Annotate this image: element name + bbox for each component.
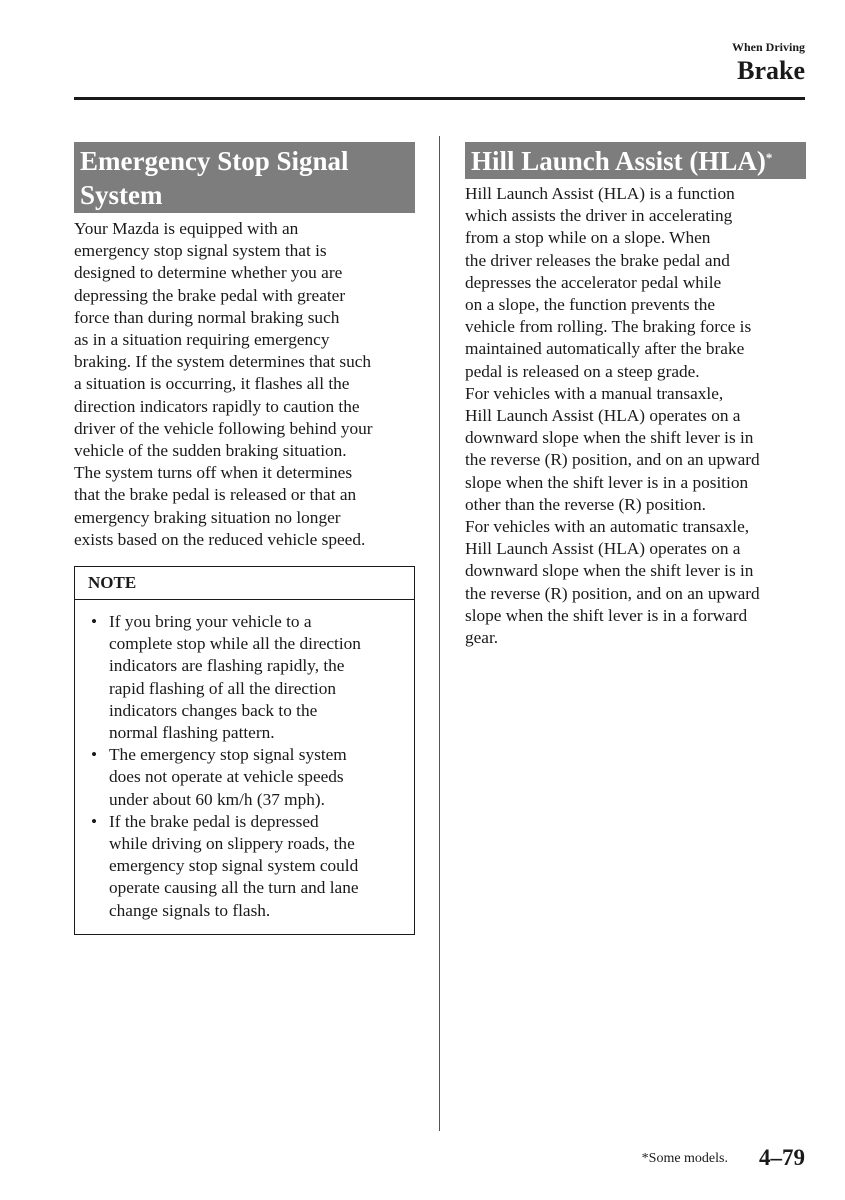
note-item-text: The emergency stop signal system does not operate at vehicle speeds under about 60 km/h (37 mph).	[109, 745, 347, 809]
page-number: 4–79	[759, 1145, 805, 1170]
some-models-mark: *	[765, 150, 773, 165]
note-item	[88, 811, 404, 922]
footer-note: *Some models.	[641, 1151, 728, 1166]
note-box	[74, 566, 415, 935]
emergency-stop-signal-heading-text: Emergency Stop Signal System	[80, 146, 349, 210]
note-item	[88, 611, 404, 744]
header-rule	[74, 97, 805, 100]
note-item	[88, 744, 404, 811]
header-section-label: When Driving	[731, 40, 805, 54]
bullet-icon: •	[91, 612, 98, 632]
column-divider	[439, 136, 440, 1131]
note-item-text: If the brake pedal is depressed while driving on slippery roads, the emergency stop signal system could operate causing all the turn and lane change signals to flash.	[109, 811, 359, 920]
bullet-icon: •	[91, 745, 98, 765]
emergency-stop-signal-body: Your Mazda is equipped with an emergency stop signal system that is designed to determine whether you are depressing the brake pedal with greater force than during normal braking such as in a situation requiring emergency braking. If the system determines that such a situation is occurring, it flashes all the direction indicators rapidly to caution the driver of the vehicle following behind your vehicle of the sudden braking situation. The system turns off when it determines that the brake pedal is released or that an emergency braking situation no longer exists based on the reduced vehicle speed.	[74, 219, 373, 549]
note-item-text: If you bring your vehicle to a complete stop while all the direction indicators are flashing rapidly, the rapid flashing of all the direction indicators changes back to the normal flashing pattern.	[109, 612, 361, 743]
right-column	[465, 142, 806, 649]
note-title: NOTE	[75, 567, 414, 600]
hill-launch-assist-heading	[465, 142, 806, 179]
emergency-stop-signal-heading	[74, 142, 415, 213]
bullet-icon: •	[91, 811, 98, 831]
note-list	[75, 600, 414, 934]
hla-paragraph: Hill Launch Assist (HLA) is a function which assists the driver in accelerating from a stop while on a slope. When the driver releases the brake pedal and depresses the accelerator pedal while on a slope, the function prevents the vehicle from rolling. The braking force is maintained automatically after the brake pedal is released on a steep grade.	[465, 184, 752, 381]
hill-launch-assist-heading-text: Hill Launch Assist (HLA)	[471, 146, 766, 176]
left-column	[74, 142, 415, 935]
page-title: Brake	[737, 56, 805, 85]
hla-paragraph: For vehicles with an automatic transaxle, Hill Launch Assist (HLA) operates on a downward slope when the shift lever is in the reverse (R) position, and on an upward slope when the shift lever is in a forward gear.	[465, 517, 760, 648]
hla-paragraph: For vehicles with a manual transaxle, Hill Launch Assist (HLA) operates on a downward slope when the shift lever is in the reverse (R) position, and on an upward slope when the shift lever is in a position other than the reverse (R) position.	[465, 383, 760, 514]
